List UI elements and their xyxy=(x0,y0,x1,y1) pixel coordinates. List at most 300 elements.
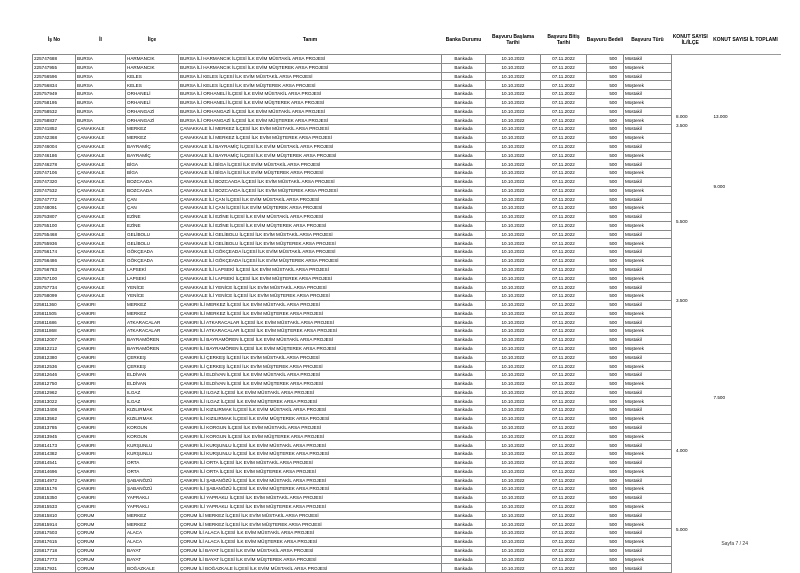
cell-konut-ilce xyxy=(672,239,710,248)
cell-banka-durumu: Bankada xyxy=(442,248,486,257)
cell-tur: Müşterek xyxy=(624,309,672,318)
table-row xyxy=(33,265,782,274)
cell-bitis-tarihi: 07.11.2022 xyxy=(541,300,587,309)
cell-tur: Müstakil xyxy=(624,476,672,485)
cell-bitis-tarihi: 07.11.2022 xyxy=(541,502,587,511)
page-number: Sayfa 7 / 24 xyxy=(721,541,748,547)
cell-il: ÇANAKKALE xyxy=(76,283,126,292)
cell-is-no: 225812962 xyxy=(33,388,76,397)
cell-is-no: 225812750 xyxy=(33,379,76,388)
header-is-no: İş No xyxy=(47,37,61,43)
cell-banka-durumu: Bankada xyxy=(442,151,486,160)
cell-il: ÇANAKKALE xyxy=(76,134,126,143)
cell-konut-toplam xyxy=(710,362,782,371)
table-row xyxy=(33,239,782,248)
cell-konut-toplam xyxy=(710,90,782,99)
cell-il: ÇANKIRI xyxy=(76,467,126,476)
cell-tanim: ÇANAKKALE İLİ EZİNE İLÇESİ İLK EVİM MÜŞTEREK ARSA PROJESİ xyxy=(179,221,442,230)
cell-tur: Müstakil xyxy=(624,458,672,467)
cell-baslama-tarihi: 10.10.2022 xyxy=(486,221,541,230)
cell-ilce: EZİNE xyxy=(126,221,179,230)
cell-konut-ilce xyxy=(672,379,710,388)
cell-konut-toplam xyxy=(710,450,782,459)
cell-bitis-tarihi: 07.11.2022 xyxy=(541,213,587,222)
cell-is-no: 225757100 xyxy=(33,274,76,283)
cell-ilce: BOZCAADA xyxy=(126,177,179,186)
table-row xyxy=(33,485,782,494)
cell-baslama-tarihi: 10.10.2022 xyxy=(486,406,541,415)
cell-tur: Müstakil xyxy=(624,406,672,415)
cell-ilce: ÇAN xyxy=(126,195,179,204)
table-row xyxy=(33,90,782,99)
cell-il: ÇORUM xyxy=(76,529,126,538)
cell-konut-ilce xyxy=(672,81,710,90)
cell-banka-durumu: Bankada xyxy=(442,415,486,424)
cell-baslama-tarihi: 10.10.2022 xyxy=(486,160,541,169)
konut-ilce-value: 3.500 xyxy=(676,122,688,128)
cell-bedel: 500 xyxy=(587,494,624,503)
cell-il: ÇANAKKALE xyxy=(76,204,126,213)
cell-baslama-tarihi: 10.10.2022 xyxy=(486,388,541,397)
cell-baslama-tarihi: 10.10.2022 xyxy=(486,177,541,186)
cell-is-no: 225757734 xyxy=(33,283,76,292)
cell-tur: Müstakil xyxy=(624,55,672,64)
cell-konut-ilce xyxy=(672,309,710,318)
cell-bitis-tarihi: 07.11.2022 xyxy=(541,265,587,274)
cell-is-no: 225814541 xyxy=(33,458,76,467)
cell-baslama-tarihi: 10.10.2022 xyxy=(486,546,541,555)
cell-bedel: 500 xyxy=(587,230,624,239)
cell-ilce: ÇERKEŞ xyxy=(126,362,179,371)
table-row xyxy=(33,511,782,520)
cell-bedel: 500 xyxy=(587,274,624,283)
cell-konut-ilce xyxy=(672,195,710,204)
cell-konut-toplam xyxy=(710,63,782,72)
cell-bitis-tarihi: 07.11.2022 xyxy=(541,406,587,415)
cell-il: ÇANKIRI xyxy=(76,423,126,432)
cell-tanim: BURSA İLİ ORHANELİ İLÇESİ İLK EVİM MÜSTAKİL ARSA PROJESİ xyxy=(179,90,442,99)
cell-ilce: KORGUN xyxy=(126,432,179,441)
cell-il: ÇORUM xyxy=(76,537,126,546)
cell-tanim: ÇANAKKALE İLİ LAPSEKİ İLÇESİ İLK EVİM MÜSTAKİL ARSA PROJESİ xyxy=(179,265,442,274)
cell-ilce: MERKEZ xyxy=(126,300,179,309)
cell-konut-ilce xyxy=(672,344,710,353)
cell-konut-toplam xyxy=(710,379,782,388)
cell-konut-ilce xyxy=(672,274,710,283)
cell-konut-ilce xyxy=(672,511,710,520)
cell-bitis-tarihi: 07.11.2022 xyxy=(541,177,587,186)
cell-konut-toplam xyxy=(710,494,782,503)
cell-baslama-tarihi: 10.10.2022 xyxy=(486,265,541,274)
cell-bedel: 500 xyxy=(587,441,624,450)
table-header-row xyxy=(33,26,782,55)
cell-banka-durumu: Bankada xyxy=(442,406,486,415)
cell-is-no: 225811505 xyxy=(33,309,76,318)
cell-is-no: 225813562 xyxy=(33,415,76,424)
cell-banka-durumu: Bankada xyxy=(442,213,486,222)
cell-konut-toplam xyxy=(710,511,782,520)
cell-tanim: ÇORUM İLİ BAYAT İLÇESİ İLK EVİM MÜSTAKİL ARSA PROJESİ xyxy=(179,546,442,555)
cell-baslama-tarihi: 10.10.2022 xyxy=(486,55,541,64)
cell-bitis-tarihi: 07.11.2022 xyxy=(541,186,587,195)
cell-il: ÇANKIRI xyxy=(76,371,126,380)
cell-is-no: 225747688 xyxy=(33,55,76,64)
cell-ilce: ÇERKEŞ xyxy=(126,353,179,362)
cell-tur: Müstakil xyxy=(624,265,672,274)
cell-ilce: ORHANGAZİ xyxy=(126,116,179,125)
cell-banka-durumu: Bankada xyxy=(442,476,486,485)
cell-tanim: ÇANAKKALE İLİ BAYRAMİÇ İLÇESİ İLK EVİM MÜSTAKİL ARSA PROJESİ xyxy=(179,142,442,151)
cell-banka-durumu: Bankada xyxy=(442,432,486,441)
cell-ilce: BAYRAMİÇ xyxy=(126,151,179,160)
cell-konut-ilce xyxy=(672,221,710,230)
cell-banka-durumu: Bankada xyxy=(442,265,486,274)
table-row xyxy=(33,371,782,380)
cell-konut-toplam xyxy=(710,371,782,380)
cell-banka-durumu: Bankada xyxy=(442,239,486,248)
cell-banka-durumu: Bankada xyxy=(442,494,486,503)
cell-banka-durumu: Bankada xyxy=(442,169,486,178)
cell-tanim: ÇANKIRI İLİ KORGUN İLÇESİ İLK EVİM MÜŞTEREK ARSA PROJESİ xyxy=(179,432,442,441)
cell-is-no: 225813408 xyxy=(33,406,76,415)
cell-ilce: BAYAT xyxy=(126,555,179,564)
cell-baslama-tarihi: 10.10.2022 xyxy=(486,485,541,494)
cell-banka-durumu: Bankada xyxy=(442,511,486,520)
cell-konut-toplam xyxy=(710,327,782,336)
cell-baslama-tarihi: 10.10.2022 xyxy=(486,116,541,125)
table-row xyxy=(33,300,782,309)
cell-banka-durumu: Bankada xyxy=(442,292,486,301)
cell-konut-ilce xyxy=(672,406,710,415)
cell-il: ÇANKIRI xyxy=(76,406,126,415)
cell-tur: Müşterek xyxy=(624,256,672,265)
cell-ilce: BİGA xyxy=(126,160,179,169)
cell-tur: Müstakil xyxy=(624,90,672,99)
header-bedel: Başvuru Bedeli xyxy=(586,37,624,43)
cell-il: BURSA xyxy=(76,63,126,72)
cell-tanim: ÇANAKKALE İLİ EZİNE İLÇESİ İLK EVİM MÜSTAKİL ARSA PROJESİ xyxy=(179,213,442,222)
cell-konut-toplam xyxy=(710,221,782,230)
cell-konut-toplam xyxy=(710,169,782,178)
cell-bedel: 500 xyxy=(587,546,624,555)
cell-tanim: ÇANAKKALE İLİ BAYRAMİÇ İLÇESİ İLK EVİM MÜŞTEREK ARSA PROJESİ xyxy=(179,151,442,160)
cell-ilce: ŞABANÖZÜ xyxy=(126,476,179,485)
cell-ilce: LAPSEKİ xyxy=(126,274,179,283)
cell-il: ÇANAKKALE xyxy=(76,160,126,169)
table-row xyxy=(33,309,782,318)
table-row xyxy=(33,134,782,143)
cell-konut-ilce xyxy=(672,494,710,503)
cell-banka-durumu: Bankada xyxy=(442,379,486,388)
cell-konut-toplam xyxy=(710,248,782,257)
cell-bitis-tarihi: 07.11.2022 xyxy=(541,362,587,371)
cell-bitis-tarihi: 07.11.2022 xyxy=(541,248,587,257)
cell-ilce: ORHANELİ xyxy=(126,98,179,107)
cell-tur: Müstakil xyxy=(624,72,672,81)
cell-tur: Müstakil xyxy=(624,160,672,169)
cell-bitis-tarihi: 07.11.2022 xyxy=(541,221,587,230)
cell-baslama-tarihi: 10.10.2022 xyxy=(486,256,541,265)
cell-bedel: 500 xyxy=(587,151,624,160)
cell-banka-durumu: Bankada xyxy=(442,283,486,292)
cell-bitis-tarihi: 07.11.2022 xyxy=(541,107,587,116)
cell-tanim: BURSA İLİ ORHANGAZİ İLÇESİ İLK EVİM MÜSTAKİL ARSA PROJESİ xyxy=(179,107,442,116)
cell-bedel: 500 xyxy=(587,248,624,257)
cell-bitis-tarihi: 07.11.2022 xyxy=(541,90,587,99)
cell-tur: Müstakil xyxy=(624,230,672,239)
table-row xyxy=(33,213,782,222)
cell-banka-durumu: Bankada xyxy=(442,230,486,239)
cell-banka-durumu: Bankada xyxy=(442,125,486,134)
cell-konut-toplam xyxy=(710,55,782,64)
cell-baslama-tarihi: 10.10.2022 xyxy=(486,353,541,362)
cell-tanim: ÇANAKKALE İLİ GELİBOLU İLÇESİ İLK EVİM MÜŞTEREK ARSA PROJESİ xyxy=(179,239,442,248)
cell-banka-durumu: Bankada xyxy=(442,309,486,318)
cell-ilce: GÖKÇEADA xyxy=(126,256,179,265)
cell-tanim: ÇANAKKALE İLİ YENİCE İLÇESİ İLK EVİM MÜSTAKİL ARSA PROJESİ xyxy=(179,283,442,292)
cell-banka-durumu: Bankada xyxy=(442,485,486,494)
cell-bitis-tarihi: 07.11.2022 xyxy=(541,520,587,529)
cell-ilce: BİGA xyxy=(126,169,179,178)
cell-bedel: 500 xyxy=(587,397,624,406)
table-row xyxy=(33,502,782,511)
cell-banka-durumu: Bankada xyxy=(442,90,486,99)
cell-konut-ilce xyxy=(672,90,710,99)
cell-bedel: 500 xyxy=(587,90,624,99)
table-row xyxy=(33,318,782,327)
cell-il: ÇANAKKALE xyxy=(76,274,126,283)
cell-banka-durumu: Bankada xyxy=(442,529,486,538)
header-tur: Başvuru Türü xyxy=(631,37,664,43)
cell-banka-durumu: Bankada xyxy=(442,353,486,362)
cell-baslama-tarihi: 10.10.2022 xyxy=(486,379,541,388)
cell-bitis-tarihi: 07.11.2022 xyxy=(541,134,587,143)
cell-konut-toplam xyxy=(710,72,782,81)
cell-baslama-tarihi: 10.10.2022 xyxy=(486,169,541,178)
konut-toplam-value: 9.000 xyxy=(713,184,725,190)
cell-banka-durumu: Bankada xyxy=(442,256,486,265)
cell-tanim: ÇANKIRI İLİ BAYRAMÖREN İLÇESİ İLK EVİM MÜSTAKİL ARSA PROJESİ xyxy=(179,336,442,345)
cell-konut-toplam xyxy=(710,485,782,494)
cell-is-no: 225812007 xyxy=(33,336,76,345)
table-row xyxy=(33,248,782,257)
cell-baslama-tarihi: 10.10.2022 xyxy=(486,300,541,309)
header-bitis-tarihi: Başvuru Bitiş Tarihi xyxy=(547,34,580,46)
table-row xyxy=(33,160,782,169)
cell-konut-ilce xyxy=(672,537,710,546)
cell-konut-ilce xyxy=(672,564,710,573)
cell-konut-ilce xyxy=(672,55,710,64)
cell-konut-ilce xyxy=(672,186,710,195)
cell-is-no: 225756596 xyxy=(33,72,76,81)
cell-baslama-tarihi: 10.10.2022 xyxy=(486,537,541,546)
cell-ilce: ILGAZ xyxy=(126,397,179,406)
cell-tanim: ÇANKIRI İLİ KORGUN İLÇESİ İLK EVİM MÜSTAKİL ARSA PROJESİ xyxy=(179,423,442,432)
cell-bedel: 500 xyxy=(587,371,624,380)
header-il: İl xyxy=(99,37,102,43)
cell-is-no: 225755936 xyxy=(33,239,76,248)
cell-bedel: 500 xyxy=(587,169,624,178)
cell-baslama-tarihi: 10.10.2022 xyxy=(486,494,541,503)
cell-bitis-tarihi: 07.11.2022 xyxy=(541,432,587,441)
cell-banka-durumu: Bankada xyxy=(442,81,486,90)
cell-is-no: 225812646 xyxy=(33,371,76,380)
cell-bedel: 500 xyxy=(587,265,624,274)
cell-is-no: 225746278 xyxy=(33,160,76,169)
cell-konut-ilce xyxy=(672,336,710,345)
cell-ilce: BAYRAMİÇ xyxy=(126,142,179,151)
table-row xyxy=(33,520,782,529)
cell-tanim: ÇANAKKALE İLİ ÇAN İLÇESİ İLK EVİM MÜSTAKİL ARSA PROJESİ xyxy=(179,195,442,204)
cell-tur: Müşterek xyxy=(624,415,672,424)
cell-bitis-tarihi: 07.11.2022 xyxy=(541,450,587,459)
cell-ilce: ŞABANÖZÜ xyxy=(126,485,179,494)
cell-il: BURSA xyxy=(76,116,126,125)
cell-konut-toplam xyxy=(710,432,782,441)
table-row xyxy=(33,195,782,204)
cell-il: ÇANAKKALE xyxy=(76,142,126,151)
cell-il: BURSA xyxy=(76,72,126,81)
cell-bedel: 500 xyxy=(587,520,624,529)
cell-banka-durumu: Bankada xyxy=(442,55,486,64)
cell-baslama-tarihi: 10.10.2022 xyxy=(486,423,541,432)
cell-tur: Müşterek xyxy=(624,450,672,459)
cell-banka-durumu: Bankada xyxy=(442,274,486,283)
cell-konut-ilce xyxy=(672,169,710,178)
cell-konut-ilce xyxy=(672,134,710,143)
cell-konut-ilce xyxy=(672,204,710,213)
cell-konut-toplam xyxy=(710,213,782,222)
cell-baslama-tarihi: 10.10.2022 xyxy=(486,186,541,195)
cell-is-no: 225747532 xyxy=(33,186,76,195)
cell-konut-toplam xyxy=(710,564,782,573)
cell-tanim: ÇANKIRI İLİ MERKEZ İLÇESİ İLK EVİM MÜŞTEREK ARSA PROJESİ xyxy=(179,309,442,318)
table-row xyxy=(33,441,782,450)
konut-ilce-value: 5.500 xyxy=(676,219,688,225)
cell-baslama-tarihi: 10.10.2022 xyxy=(486,134,541,143)
cell-bitis-tarihi: 07.11.2022 xyxy=(541,476,587,485)
cell-bedel: 500 xyxy=(587,98,624,107)
cell-tur: Müşterek xyxy=(624,81,672,90)
cell-tanim: BURSA İLİ ORHANELİ İLÇESİ İLK EVİM MÜŞTEREK ARSA PROJESİ xyxy=(179,98,442,107)
table-row xyxy=(33,494,782,503)
cell-bedel: 500 xyxy=(587,195,624,204)
cell-bedel: 500 xyxy=(587,537,624,546)
cell-tur: Müşterek xyxy=(624,537,672,546)
table-row xyxy=(33,344,782,353)
cell-il: ÇANKIRI xyxy=(76,458,126,467)
cell-bitis-tarihi: 07.11.2022 xyxy=(541,564,587,573)
cell-is-no: 225813785 xyxy=(33,423,76,432)
cell-is-no: 225755100 xyxy=(33,221,76,230)
cell-bitis-tarihi: 07.11.2022 xyxy=(541,55,587,64)
cell-konut-ilce xyxy=(672,485,710,494)
cell-il: ÇANKIRI xyxy=(76,441,126,450)
cell-tur: Müstakil xyxy=(624,564,672,573)
cell-tanim: ÇORUM İLİ BAYAT İLÇESİ İLK EVİM MÜŞTEREK ARSA PROJESİ xyxy=(179,555,442,564)
cell-ilce: HARMANCIK xyxy=(126,63,179,72)
cell-tanim: ÇANKIRI İLİ ELDİVAN İLÇESİ İLK EVİM MÜŞTEREK ARSA PROJESİ xyxy=(179,379,442,388)
cell-banka-durumu: Bankada xyxy=(442,450,486,459)
cell-is-no: 225747320 xyxy=(33,177,76,186)
cell-il: ÇANKIRI xyxy=(76,379,126,388)
cell-tanim: ÇANAKKALE İLİ MERKEZ İLÇESİ İLK EVİM MÜŞTEREK ARSA PROJESİ xyxy=(179,134,442,143)
cell-tanim: ÇANKIRI İLİ ILGAZ İLÇESİ İLK EVİM MÜSTAKİL ARSA PROJESİ xyxy=(179,388,442,397)
cell-baslama-tarihi: 10.10.2022 xyxy=(486,239,541,248)
cell-banka-durumu: Bankada xyxy=(442,204,486,213)
cell-tanim: ÇANKIRI İLİ ATKARACALAR İLÇESİ İLK EVİM MÜSTAKİL ARSA PROJESİ xyxy=(179,318,442,327)
cell-tanim: ÇANKIRI İLİ MERKEZ İLÇESİ İLK EVİM MÜSTAKİL ARSA PROJESİ xyxy=(179,300,442,309)
cell-is-no: 225747955 xyxy=(33,63,76,72)
cell-banka-durumu: Bankada xyxy=(442,195,486,204)
cell-ilce: KORGUN xyxy=(126,423,179,432)
cell-tanim: ÇANKIRI İLİ ILGAZ İLÇESİ İLK EVİM MÜŞTEREK ARSA PROJESİ xyxy=(179,397,442,406)
cell-baslama-tarihi: 10.10.2022 xyxy=(486,502,541,511)
cell-tur: Müşterek xyxy=(624,186,672,195)
cell-baslama-tarihi: 10.10.2022 xyxy=(486,142,541,151)
cell-konut-toplam xyxy=(710,336,782,345)
cell-tur: Müşterek xyxy=(624,327,672,336)
cell-is-no: 225813022 xyxy=(33,397,76,406)
cell-bedel: 500 xyxy=(587,213,624,222)
cell-tur: Müşterek xyxy=(624,204,672,213)
cell-il: ÇANKIRI xyxy=(76,327,126,336)
cell-banka-durumu: Bankada xyxy=(442,467,486,476)
cell-is-no: 225746004 xyxy=(33,142,76,151)
cell-banka-durumu: Bankada xyxy=(442,98,486,107)
cell-tur: Müstakil xyxy=(624,441,672,450)
cell-ilce: LAPSEKİ xyxy=(126,265,179,274)
cell-bitis-tarihi: 07.11.2022 xyxy=(541,292,587,301)
cell-tur: Müstakil xyxy=(624,353,672,362)
cell-tanim: ÇORUM İLİ MERKEZ İLÇESİ İLK EVİM MÜSTAKİL ARSA PROJESİ xyxy=(179,511,442,520)
cell-il: ÇANKIRI xyxy=(76,300,126,309)
cell-tur: Müstakil xyxy=(624,494,672,503)
table-row xyxy=(33,221,782,230)
table-row xyxy=(33,529,782,538)
cell-baslama-tarihi: 10.10.2022 xyxy=(486,441,541,450)
cell-bitis-tarihi: 07.11.2022 xyxy=(541,494,587,503)
cell-konut-toplam xyxy=(710,195,782,204)
cell-bedel: 500 xyxy=(587,221,624,230)
cell-il: ÇANAKKALE xyxy=(76,221,126,230)
cell-konut-ilce xyxy=(672,502,710,511)
cell-konut-toplam xyxy=(710,458,782,467)
cell-baslama-tarihi: 10.10.2022 xyxy=(486,98,541,107)
cell-bitis-tarihi: 07.11.2022 xyxy=(541,204,587,213)
cell-tur: Müstakil xyxy=(624,318,672,327)
cell-tanim: ÇANKIRI İLİ ELDİVAN İLÇESİ İLK EVİM MÜSTAKİL ARSA PROJESİ xyxy=(179,371,442,380)
cell-tur: Müşterek xyxy=(624,485,672,494)
cell-bedel: 500 xyxy=(587,362,624,371)
cell-konut-ilce xyxy=(672,300,710,309)
cell-baslama-tarihi: 10.10.2022 xyxy=(486,283,541,292)
cell-baslama-tarihi: 10.10.2022 xyxy=(486,397,541,406)
cell-ilce: ELDİVAN xyxy=(126,379,179,388)
cell-is-no: 225817931 xyxy=(33,564,76,573)
cell-bedel: 500 xyxy=(587,415,624,424)
cell-bedel: 500 xyxy=(587,432,624,441)
table-row xyxy=(33,142,782,151)
cell-is-no: 225812212 xyxy=(33,344,76,353)
cell-konut-ilce xyxy=(672,160,710,169)
cell-il: BURSA xyxy=(76,107,126,116)
cell-baslama-tarihi: 10.10.2022 xyxy=(486,248,541,257)
cell-is-no: 225758532 xyxy=(33,107,76,116)
cell-konut-ilce xyxy=(672,353,710,362)
cell-konut-toplam xyxy=(710,81,782,90)
cell-baslama-tarihi: 10.10.2022 xyxy=(486,274,541,283)
